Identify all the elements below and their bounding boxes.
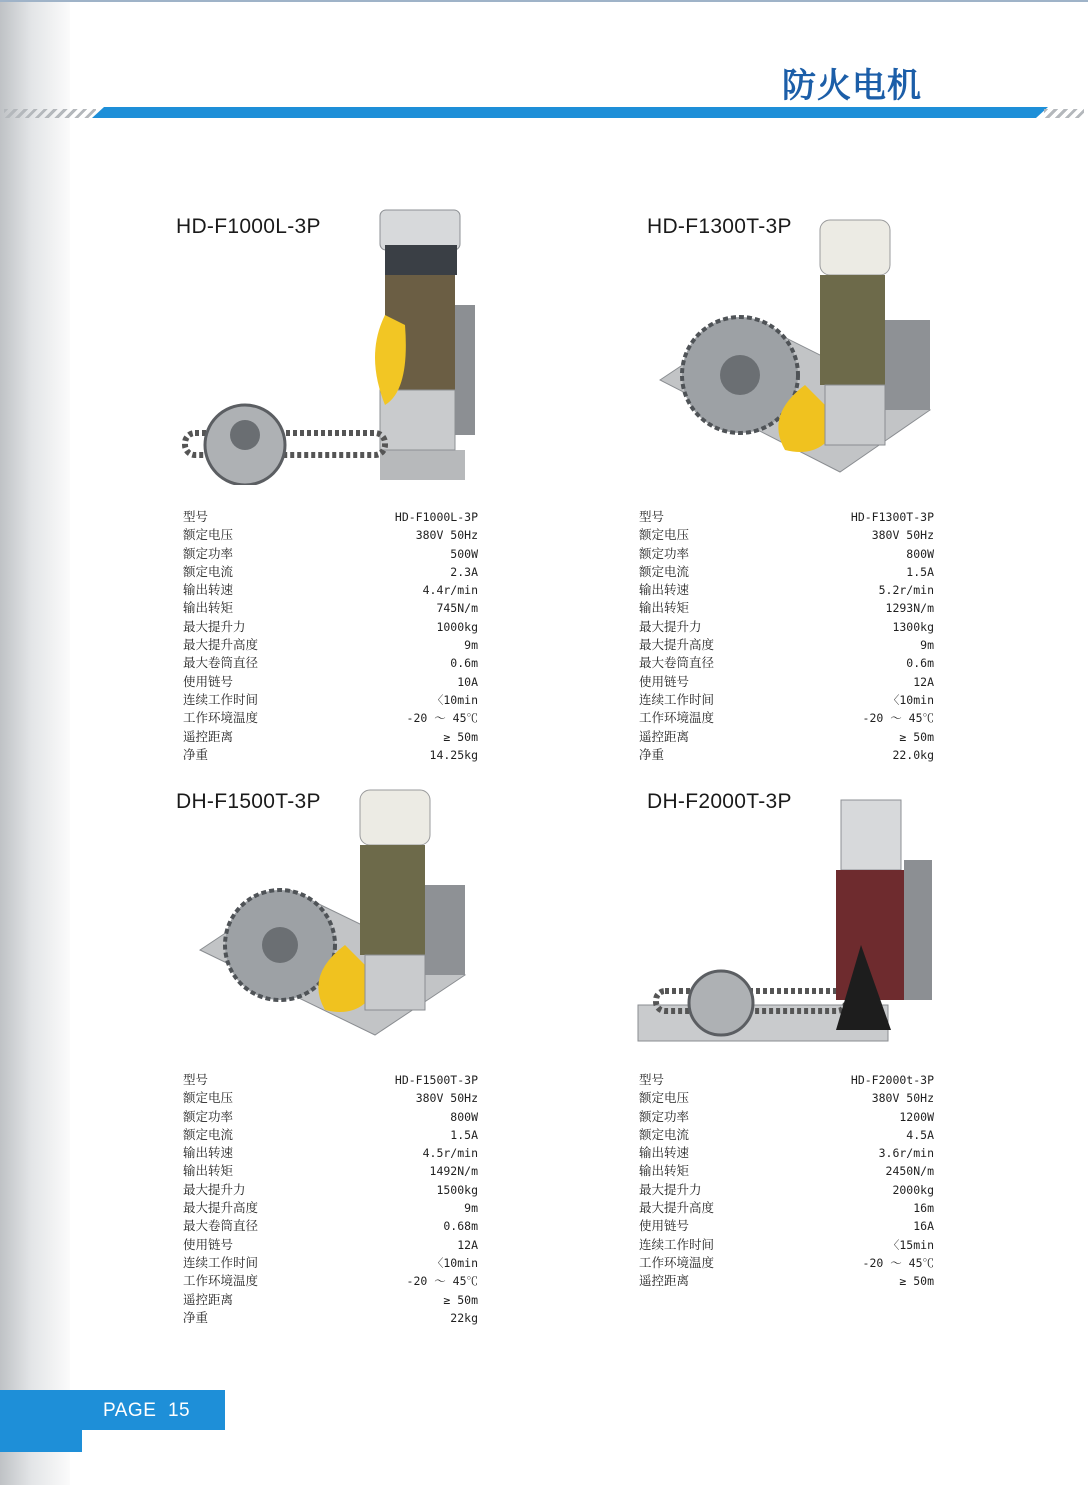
- spec-row: [183, 1272, 478, 1290]
- product-model-title: HD-F1000L-3P: [176, 215, 321, 238]
- header-hatch-decoration-right: [1044, 109, 1084, 118]
- spec-row: [183, 1162, 478, 1180]
- spec-row: [183, 746, 478, 764]
- spec-label: 额定电流: [183, 563, 234, 579]
- spec-row: [183, 636, 478, 654]
- spec-value: 〈10min: [431, 692, 478, 707]
- spec-label: 净重: [183, 1309, 209, 1325]
- spec-value: 1200W: [899, 1109, 934, 1124]
- spec-table: [183, 508, 478, 764]
- spec-row: [183, 728, 478, 746]
- spec-row: [639, 1181, 934, 1199]
- spec-label: 最大提升高度: [639, 637, 715, 653]
- spec-row: [183, 563, 478, 581]
- spec-label: 净重: [183, 746, 209, 762]
- spec-value: 9m: [464, 1201, 478, 1216]
- spec-value: 2450N/m: [885, 1164, 934, 1179]
- spec-value: 9m: [920, 638, 934, 653]
- spec-value: 〈15min: [887, 1237, 934, 1252]
- spec-label: 输出转速: [639, 1145, 690, 1161]
- motor-image-vertical: [636, 795, 936, 1045]
- spec-row: [639, 1089, 934, 1107]
- spec-row: [639, 1254, 934, 1272]
- spec-label: 型号: [639, 1072, 665, 1087]
- spec-label: 额定电流: [183, 1126, 234, 1142]
- spec-label: 额定电压: [183, 1090, 234, 1106]
- spec-value: 4.5A: [906, 1127, 934, 1142]
- spec-value: 4.4r/min: [422, 583, 478, 598]
- spec-row: [639, 1108, 934, 1126]
- spec-value: -20 ～ 45℃: [862, 1255, 934, 1270]
- spec-row: [639, 545, 934, 563]
- spec-label: 型号: [183, 1072, 209, 1087]
- spec-value: ≥ 50m: [899, 1274, 934, 1289]
- spec-row: [639, 1199, 934, 1217]
- spec-row: [639, 728, 934, 746]
- spec-value: 800W: [450, 1109, 478, 1124]
- spec-label: 连续工作时间: [639, 1236, 715, 1252]
- product-model-title: DH-F2000T-3P: [647, 790, 792, 813]
- spec-row: [639, 691, 934, 709]
- spec-row: [183, 1217, 478, 1235]
- spec-value: 16m: [913, 1201, 934, 1216]
- spec-label: 使用链号: [183, 1236, 234, 1252]
- spec-label: 输出转速: [183, 1145, 234, 1161]
- spec-value: HD-F1000L-3P: [394, 510, 478, 524]
- spec-row: [639, 1071, 934, 1089]
- spec-label: 输出转矩: [183, 600, 234, 616]
- product-model-title: HD-F1300T-3P: [647, 215, 792, 238]
- motor-image-flat-base: [640, 210, 940, 480]
- spec-row: [183, 1199, 478, 1217]
- spec-value: 380V 50Hz: [871, 1091, 934, 1106]
- spec-value: 〈10min: [431, 1255, 478, 1270]
- spec-row: [183, 1108, 478, 1126]
- spec-label: 型号: [183, 509, 209, 524]
- spec-label: 输出转速: [639, 582, 690, 598]
- spec-value: ≥ 50m: [443, 729, 478, 744]
- spec-row: [183, 545, 478, 563]
- spec-value: 9m: [464, 638, 478, 653]
- spec-value: 22kg: [450, 1310, 478, 1325]
- spec-value: 22.0kg: [892, 747, 934, 762]
- spec-label: 额定功率: [183, 545, 234, 561]
- spec-label: 额定电流: [639, 563, 690, 579]
- spec-value: 〈10min: [887, 692, 934, 707]
- spec-value: 380V 50Hz: [415, 1091, 478, 1106]
- spec-value: 800W: [906, 546, 934, 561]
- spec-value: 1300kg: [892, 619, 934, 634]
- spec-row: [639, 636, 934, 654]
- spec-value: 745N/m: [436, 601, 478, 616]
- spec-label: 输出转矩: [183, 1163, 234, 1179]
- spec-label: 遥控距离: [639, 1273, 690, 1289]
- spec-row: [183, 508, 478, 526]
- spec-row: [639, 508, 934, 526]
- spec-row: [183, 1144, 478, 1162]
- spec-label: 最大提升力: [183, 1181, 246, 1197]
- spec-row: [639, 599, 934, 617]
- spec-label: 使用链号: [639, 673, 690, 689]
- spec-row: [183, 581, 478, 599]
- spec-label: 遥控距离: [183, 728, 234, 744]
- top-edge-line: [0, 0, 1088, 2]
- spec-label: 最大提升力: [639, 618, 702, 634]
- spec-value: 14.25kg: [429, 747, 478, 762]
- spec-row: [639, 709, 934, 727]
- spec-label: 净重: [639, 746, 665, 762]
- spec-label: 工作环境温度: [639, 710, 715, 726]
- spec-label: 工作环境温度: [183, 710, 259, 726]
- product-model-title: DH-F1500T-3P: [176, 790, 321, 813]
- spec-value: 1000kg: [436, 619, 478, 634]
- spec-row: [183, 599, 478, 617]
- spec-label: 额定功率: [639, 1108, 690, 1124]
- spec-label: 型号: [639, 509, 665, 524]
- spec-label: 最大提升力: [183, 618, 246, 634]
- spec-row: [183, 526, 478, 544]
- spec-row: [183, 1309, 478, 1327]
- spec-row: [639, 1126, 934, 1144]
- spec-value: 12A: [457, 1237, 478, 1252]
- spec-value: 1293N/m: [885, 601, 934, 616]
- page-number: PAGE 15: [103, 1400, 191, 1421]
- spec-value: 3.6r/min: [878, 1146, 934, 1161]
- spec-row: [183, 1236, 478, 1254]
- spec-label: 额定电压: [639, 527, 690, 543]
- spec-label: 使用链号: [639, 1218, 690, 1234]
- spec-row: [183, 1126, 478, 1144]
- spec-label: 输出转速: [183, 582, 234, 598]
- spec-row: [639, 746, 934, 764]
- spec-label: 连续工作时间: [183, 1254, 259, 1270]
- spec-row: [639, 1236, 934, 1254]
- binding-spine-shadow: [0, 0, 70, 1485]
- spec-label: 工作环境温度: [639, 1254, 715, 1270]
- spec-label: 连续工作时间: [183, 691, 259, 707]
- spec-value: 12A: [913, 674, 934, 689]
- spec-value: 4.5r/min: [422, 1146, 478, 1161]
- spec-label: 额定功率: [639, 545, 690, 561]
- spec-value: 1.5A: [906, 564, 934, 579]
- spec-value: -20 ～ 45℃: [406, 711, 478, 726]
- spec-label: 使用链号: [183, 673, 234, 689]
- spec-row: [639, 673, 934, 691]
- spec-row: [183, 654, 478, 672]
- spec-row: [183, 1071, 478, 1089]
- spec-value: 380V 50Hz: [871, 528, 934, 543]
- spec-value: 0.6m: [906, 656, 934, 671]
- motor-image-vertical: [175, 205, 480, 485]
- spec-label: 遥控距离: [183, 1291, 234, 1307]
- spec-label: 最大卷筒直径: [183, 1218, 259, 1234]
- spec-row: [183, 1181, 478, 1199]
- spec-label: 最大提升高度: [183, 1200, 259, 1216]
- spec-value: 1.5A: [450, 1127, 478, 1142]
- spec-label: 输出转矩: [639, 600, 690, 616]
- spec-row: [639, 618, 934, 636]
- spec-row: [639, 1144, 934, 1162]
- spec-label: 连续工作时间: [639, 691, 715, 707]
- spec-value: -20 ～ 45℃: [862, 711, 934, 726]
- spec-row: [639, 654, 934, 672]
- spec-value: 16A: [913, 1219, 934, 1234]
- spec-label: 工作环境温度: [183, 1273, 259, 1289]
- spec-table: [183, 1071, 478, 1327]
- spec-label: 最大卷筒直径: [183, 655, 259, 671]
- header-blue-bar: [92, 107, 1048, 118]
- spec-table: [639, 508, 934, 764]
- spec-row: [183, 709, 478, 727]
- spec-label: 额定电压: [639, 1090, 690, 1106]
- spec-value: 0.68m: [443, 1219, 478, 1234]
- spec-value: -20 ～ 45℃: [406, 1274, 478, 1289]
- spec-row: [183, 1089, 478, 1107]
- spec-value: HD-F1300T-3P: [850, 510, 934, 524]
- spec-row: [183, 1291, 478, 1309]
- spec-label: 最大提升高度: [639, 1200, 715, 1216]
- spec-value: 0.6m: [450, 656, 478, 671]
- page-number-tab-tail: [0, 1430, 82, 1452]
- spec-label: 输出转矩: [639, 1163, 690, 1179]
- spec-value: 2.3A: [450, 564, 478, 579]
- spec-row: [183, 618, 478, 636]
- spec-value: 500W: [450, 546, 478, 561]
- spec-row: [183, 673, 478, 691]
- header-hatch-decoration: [4, 109, 96, 118]
- spec-value: 380V 50Hz: [415, 528, 478, 543]
- spec-label: 额定电压: [183, 527, 234, 543]
- spec-row: [639, 1217, 934, 1235]
- spec-label: 额定功率: [183, 1108, 234, 1124]
- spec-value: 1492N/m: [429, 1164, 478, 1179]
- spec-row: [639, 1162, 934, 1180]
- spec-value: 10A: [457, 674, 478, 689]
- spec-value: ≥ 50m: [899, 729, 934, 744]
- spec-row: [639, 581, 934, 599]
- spec-row: [639, 526, 934, 544]
- spec-row: [183, 1254, 478, 1272]
- spec-label: 遥控距离: [639, 728, 690, 744]
- spec-value: HD-F1500T-3P: [394, 1073, 478, 1087]
- spec-label: 最大提升高度: [183, 637, 259, 653]
- spec-table: [639, 1071, 934, 1291]
- spec-label: 最大卷筒直径: [639, 655, 715, 671]
- spec-value: ≥ 50m: [443, 1292, 478, 1307]
- motor-image-flat-base: [195, 785, 480, 1050]
- spec-label: 额定电流: [639, 1126, 690, 1142]
- spec-label: 最大提升力: [639, 1181, 702, 1197]
- spec-value: 1500kg: [436, 1182, 478, 1197]
- spec-row: [639, 563, 934, 581]
- page-title: 防火电机: [782, 66, 922, 106]
- spec-value: HD-F2000t-3P: [850, 1073, 934, 1087]
- spec-row: [183, 691, 478, 709]
- spec-row: [639, 1272, 934, 1290]
- spec-value: 5.2r/min: [878, 583, 934, 598]
- spec-value: 2000kg: [892, 1182, 934, 1197]
